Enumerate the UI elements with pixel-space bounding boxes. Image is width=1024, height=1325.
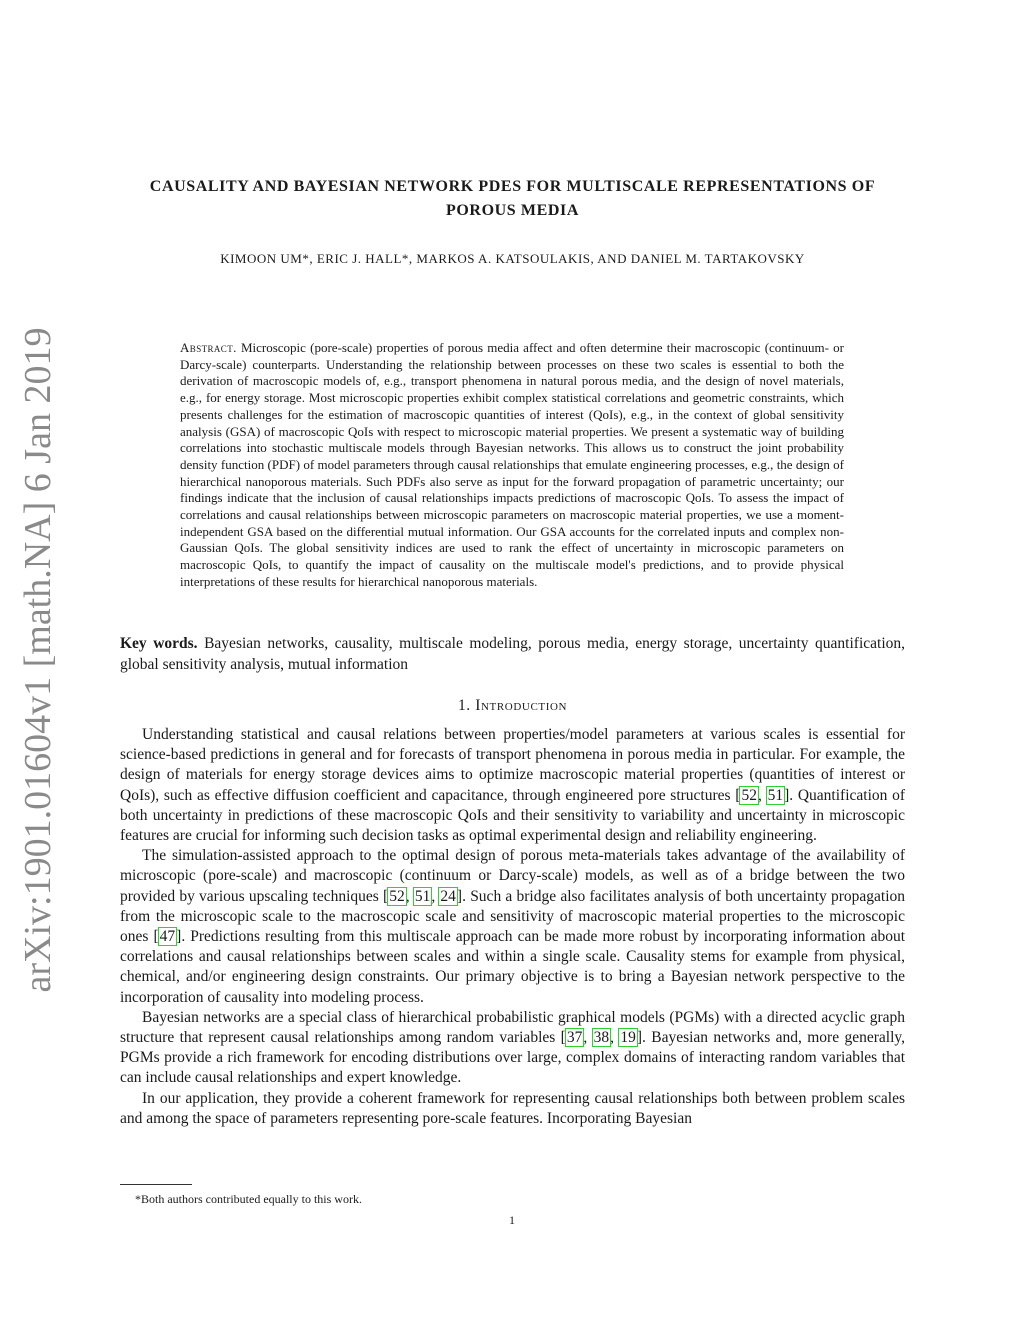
citation-link[interactable]: 38 <box>593 1029 610 1047</box>
citation-link[interactable]: 19 <box>620 1029 636 1047</box>
section-number: 1. <box>457 697 471 714</box>
paragraph-text: . Quantification of both uncertainty in predictions of these macroscopic QoIs and their sensitivity to variability and uncertainty in microscopic features are crucial for informing such decision tasks as optimal experimental design and reliability engineering. <box>120 786 906 845</box>
page-number: 1 <box>509 1213 515 1227</box>
paragraph-text: Understanding statistical and causal relations between properties/model parameters at various scales is essential for science-based predictions in general and for forecasts of transport phenomena in porous media in particular. For example, the design of materials for energy storage devices aims to optimize macroscopic material properties (quantities of interest or QoIs), such as effective diffusion coefficient and capacitance, through engineered pore structures <box>120 726 905 804</box>
section-heading <box>120 697 905 715</box>
paragraph: Bayesian networks are a special class of hierarchical probabilistic graphical models (PGMs) with a directed acyclic graph structure that represent causal relationships among random variables [37, 38, 19]. Bayesian networks and, more generally, PGMs provide a rich framework for encoding distributions over large, complex domains of interacting random variables that can include causal relationships and expert knowledge. <box>120 1008 906 1087</box>
citation-link[interactable]: 52 <box>389 887 405 905</box>
footnote: *Both authors contributed equally to this work. <box>135 1192 362 1206</box>
paragraph-text: Bayesian networks are a special class of hierarchical probabilistic graphical models (PGMs) with a directed acyclic graph structure that represent causal relationships among random variables <box>120 1008 905 1047</box>
abstract-heading: Abstract. <box>180 340 237 355</box>
citation-link[interactable]: 47 <box>159 928 176 946</box>
paragraph-text: . Such a bridge also facilitates analysis of both uncertainty propagation from the microscopic scale to the macroscopic scale and sensitivity of macroscopic material properties to the microscopic ones <box>120 887 906 946</box>
citation-link[interactable]: 24 <box>440 887 456 905</box>
abstract-text: Microscopic (pore-scale) properties of porous media affect and often determine their macroscopic (continuum- or Darcy-scale) counterparts. Understanding the relationship between processes on these two scales is essential to both the derivation of macroscopic models of, e.g., transport phenomena in natural porous media, and the design of novel materials, e.g., for energy storage. Most microscopic properties exhibit complex statistical correlations and geometric constraints, which presents challenges for the estimation of macroscopic quantities of interest (QoIs), e.g., in the context of global sensitivity analysis (GSA) of macroscopic QoIs with respect to microscopic material properties. We present a systematic way of building correlations into stochastic multiscale models through Bayesian networks. This allows us to construct the joint probability density function (PDF) of model parameters through causal relationships that emulate engineering processes, e.g., the design of hierarchical nanoporous materials. Such PDFs also serve as input for the forward propagation of parametric uncertainty; our findings indicate that the inclusion of causal relationships impacts predictions of macroscopic QoIs. To assess the impact of correlations and causal relationships between microscopic parameters on macroscopic material properties, we use a moment-independent GSA based on the differential mutual information. Our GSA accounts for the correlated inputs and complex non-Gaussian QoIs. The global sensitivity indices are used to rank the effect of uncertainty in microscopic parameters on macroscopic QoIs, to quantify the impact of causality on the multiscale model's predictions, and to provide physical interpretations of these results for hierarchical nanoporous materials. <box>180 340 844 589</box>
paragraph-text: . Bayesian networks and, more generally, PGMs provide a rich framework for encoding distributions over large, complex domains of interacting random variables that can include causal relationships and expert knowledge. <box>120 1029 906 1087</box>
paragraph-text: . Predictions resulting from this multiscale approach can be made more robust by incorporating information about correlations and causal relationships between scales and within a single scale. Causality stems for example from physical, chemical, and/or engineering design constraints. Our primary objective is to bring a Bayesian network perspective to the incorporation of causality into modeling process. <box>120 928 905 1006</box>
arxiv-stamp: arXiv:1901.01604v1 [math.NA] 6 Jan 2019 <box>17 327 59 993</box>
footnote-rule <box>120 1184 192 1185</box>
keywords-text: Bayesian networks, causality, multiscale modeling, porous media, energy storage, uncertainty quantification, global sensitivity analysis, mutual information <box>120 635 906 673</box>
citation-link[interactable]: 37 <box>566 1029 583 1047</box>
abstract <box>180 340 844 591</box>
body-text <box>120 725 905 1129</box>
paragraph-text: The simulation-assisted approach to the optimal design of porous meta-materials takes advantage of the availability of microscopic (pore-scale) and macroscopic (continuum or Darcy-scale) models, as well as of a bridge between the two provided by various upscaling techniques <box>120 847 905 905</box>
citation-link[interactable]: 51 <box>414 887 431 905</box>
keywords-label: Key words. <box>120 635 198 652</box>
citation-link[interactable]: 52 <box>741 786 757 804</box>
paper-title: CAUSALITY AND BAYESIAN NETWORK PDES FOR MULTISCALE REPRESENTATIONS OF POROUS MEDIA <box>149 178 876 219</box>
paragraph-text: In our application, they provide a coherent framework for representing causal relationships both between problem scales and among the space of parameters representing pore-scale features. Incorporating Bayesian <box>120 1089 905 1127</box>
citation-link[interactable]: 51 <box>767 786 784 804</box>
paragraph: Understanding statistical and causal relations between properties/model parameters at various scales is essential for science-based predictions in general and for forecasts of transport phenomena in porous media in particular. For example, the design of materials for energy storage devices aims to optimize macroscopic material properties (quantities of interest or QoIs), such as effective diffusion coefficient and capacitance, through engineered pore structures [52, 51]. Quantification of both uncertainty in predictions of these macroscopic QoIs and their sensitivity to variability and uncertainty in microscopic features are crucial for informing such decision tasks as optimal experimental design and reliability engineering. <box>120 726 906 845</box>
paragraph <box>120 1089 905 1129</box>
author-list: KIMOON UM*, ERIC J. HALL*, MARKOS A. KATSOULAKIS, AND DANIEL M. TARTAKOVSKY <box>220 251 805 266</box>
section-title: Introduction <box>475 697 568 714</box>
paragraph: The simulation-assisted approach to the optimal design of porous meta-materials takes advantage of the availability of microscopic (pore-scale) and macroscopic (continuum or Darcy-scale) models, as well as of a bridge between the two provided by various upscaling techniques [52, 51, 24]. Such a bridge also facilitates analysis of both uncertainty propagation from the microscopic scale to the macroscopic scale and sensitivity of macroscopic material properties to the microscopic ones [47]. Predictions resulting from this multiscale approach can be made more robust by incorporating information about correlations and causal relationships between scales and within a single scale. Causality stems for example from physical, chemical, and/or engineering design constraints. Our primary objective is to bring a Bayesian network perspective to the incorporation of causality into modeling process. <box>120 847 906 1006</box>
keywords <box>120 633 905 675</box>
